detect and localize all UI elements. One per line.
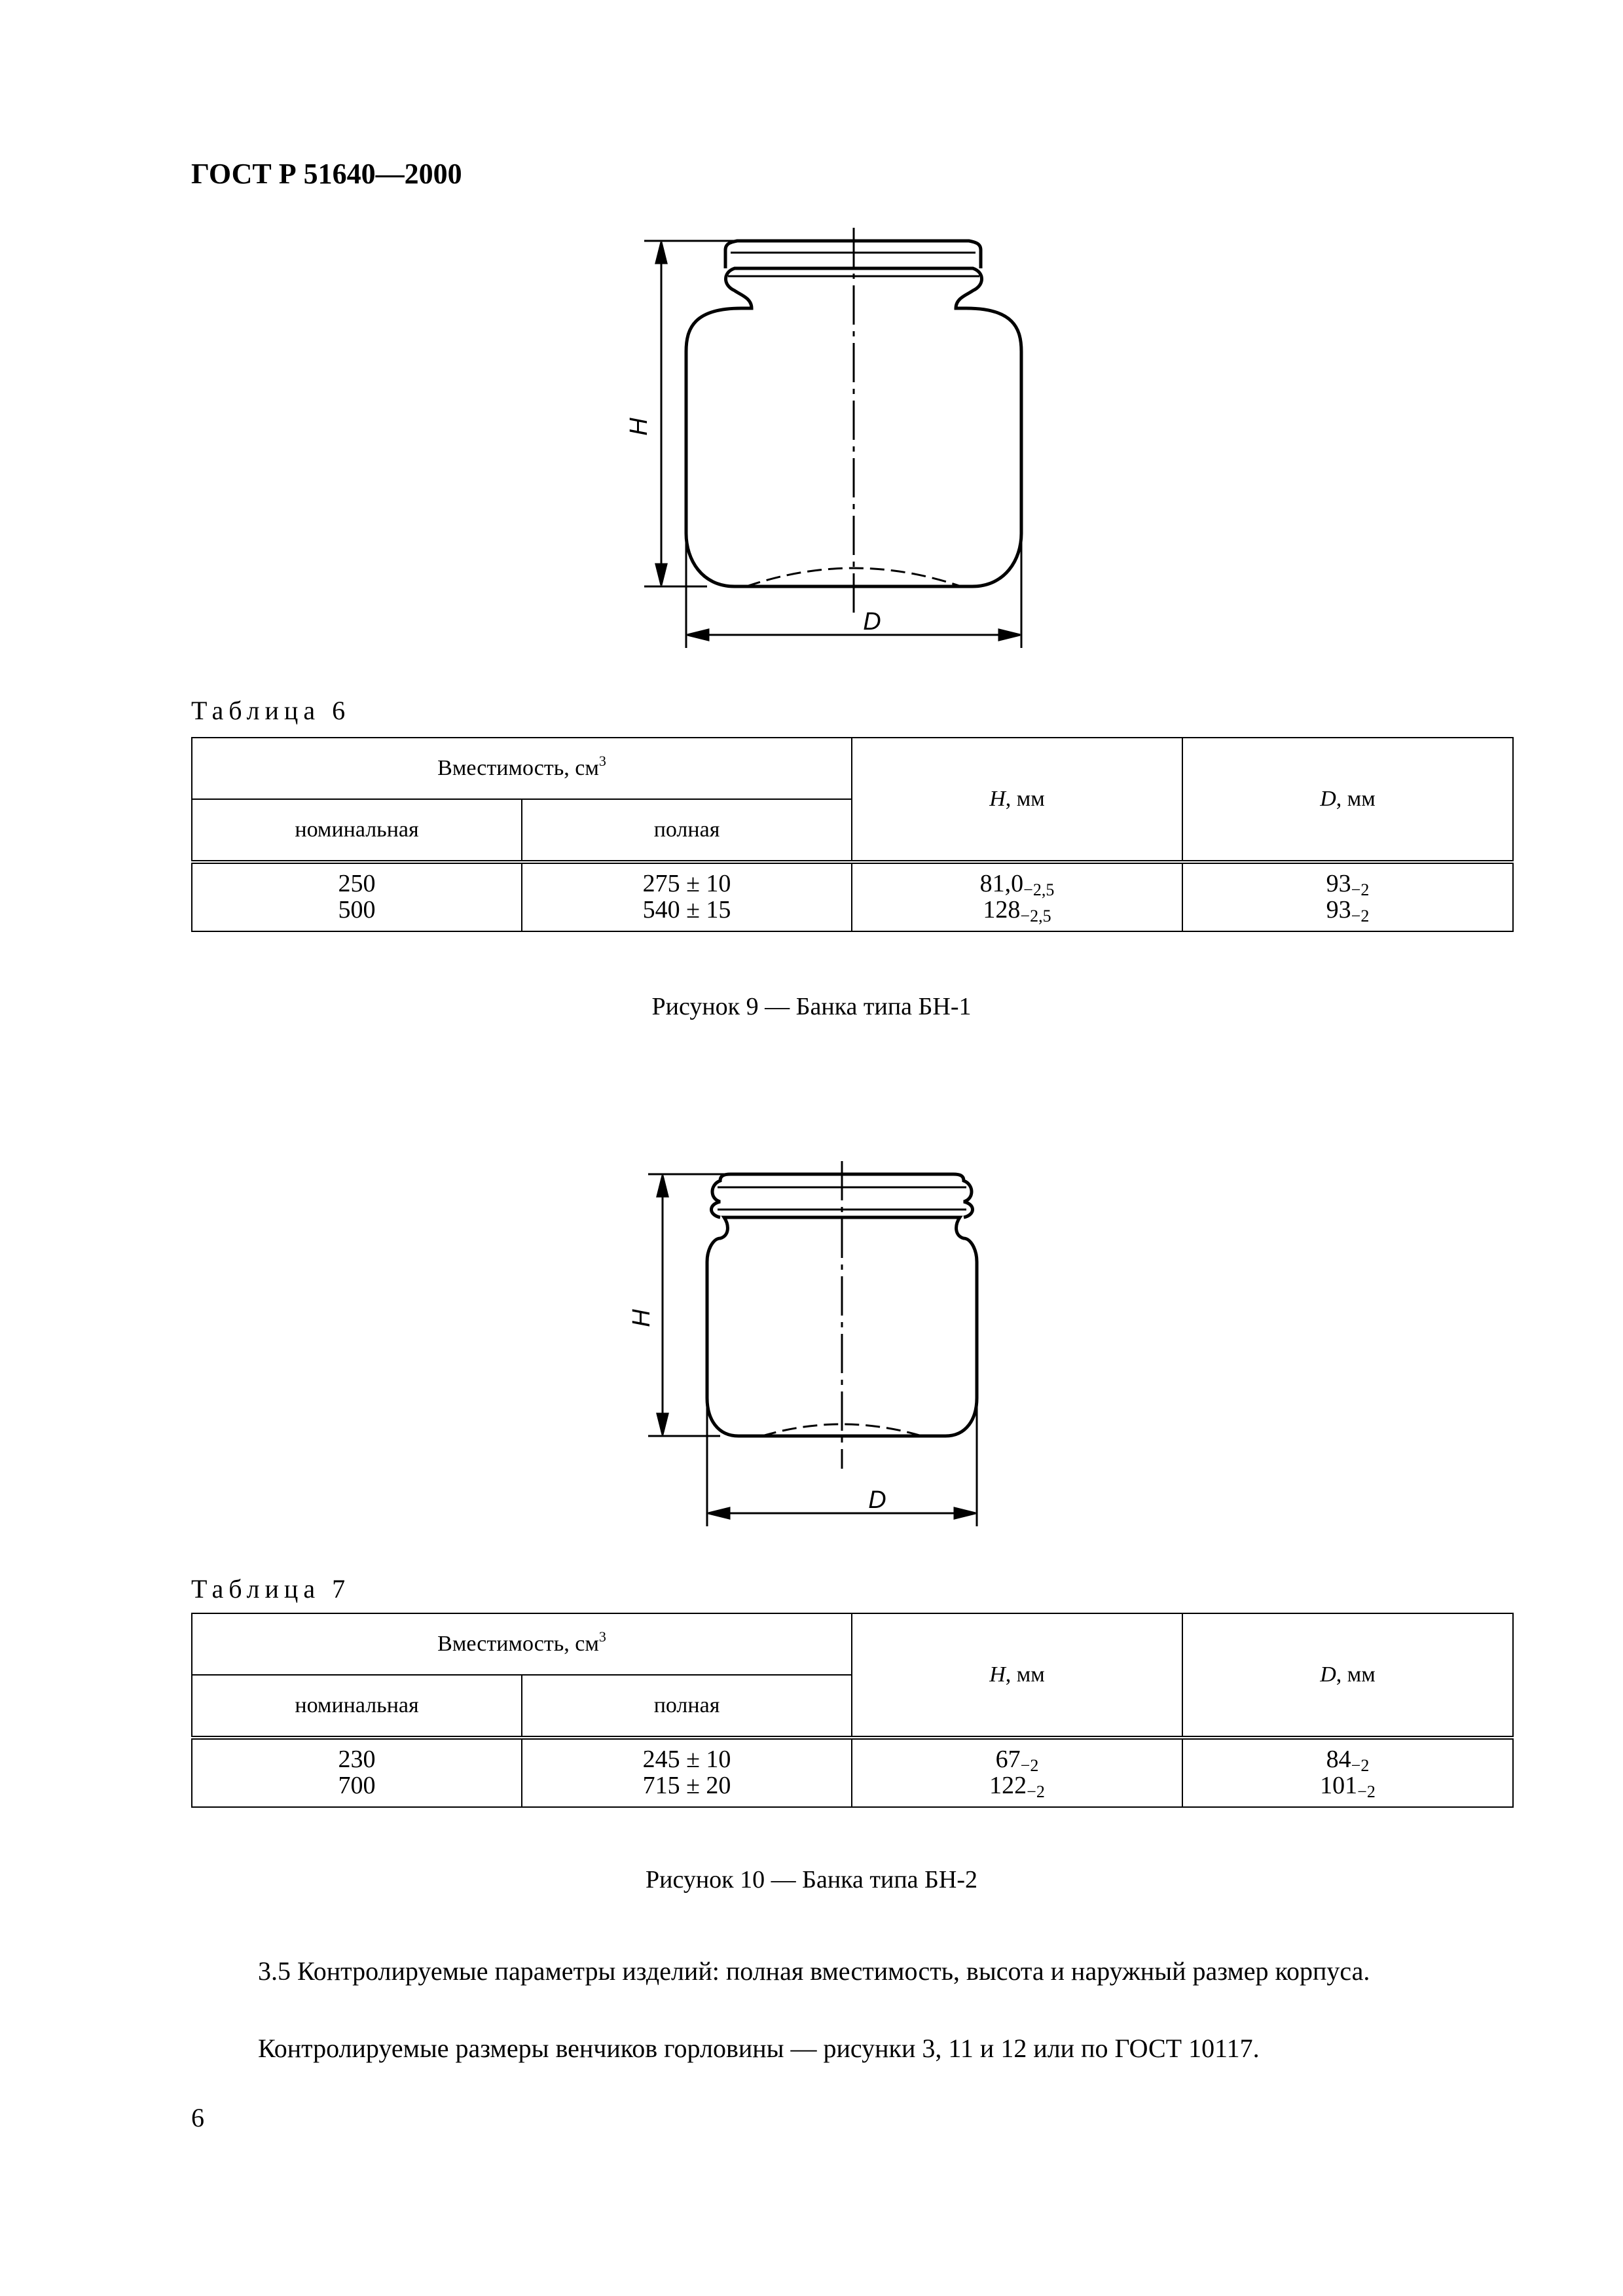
paragraph-neck-dimensions: Контролируемые размеры венчиков горловины — рисунки 3, 11 и 12 или по ГОСТ 10117. xyxy=(258,2034,1260,2063)
document-header: ГОСТ Р 51640—2000 xyxy=(191,158,462,190)
figure-10-caption: Рисунок 10 — Банка типа БН-2 xyxy=(646,1866,977,1893)
page-number: 6 xyxy=(191,2103,204,2132)
table-header-capacity: Вместимость, $см^3$ xyxy=(192,738,852,799)
table-cell-nominal: 250 500 xyxy=(192,862,522,931)
table-cell-full: 275 ± 10 540 ± 15 xyxy=(522,862,852,931)
table-header-capacity: Вместимость, $см^3$ xyxy=(192,1613,852,1675)
figure-10-drawing xyxy=(622,1152,1093,1545)
table-cell-full: 245 ± 10 715 ± 20 xyxy=(522,1738,852,1807)
table-header-h: H, мм xyxy=(852,1613,1182,1738)
table-header-h: H, мм xyxy=(852,738,1182,862)
table-header-d: D, мм xyxy=(1182,1613,1513,1738)
table-header-nominal: номинальная xyxy=(192,799,522,862)
table-6-label: Таблица 6 xyxy=(191,696,351,725)
dimension-h-label: H xyxy=(625,418,653,436)
table-cell-d: $84_{-2}$ $101_{-2}$ xyxy=(1182,1738,1513,1807)
table-cell-d: $93_{-2}$ $93_{-2}$ xyxy=(1182,862,1513,931)
dimension-d-label: D xyxy=(868,1486,886,1514)
figure-9-drawing xyxy=(589,216,1126,668)
table-7 xyxy=(191,1613,1514,1808)
table-cell-nominal: 230 700 xyxy=(192,1738,522,1807)
table-cell-h: $81,0_{-2,5}$ $128_{-2,5}$ xyxy=(852,862,1182,931)
table-header-nominal: номинальная xyxy=(192,1675,522,1738)
table-6 xyxy=(191,737,1514,932)
table-header-full: полная xyxy=(522,1675,852,1738)
dimension-d-label: D xyxy=(863,608,881,636)
dimension-h-label: H xyxy=(628,1309,655,1327)
table-cell-h: $67_{-2}$ $122_{-2}$ xyxy=(852,1738,1182,1807)
figure-9-caption: Рисунок 9 — Банка типа БН-1 xyxy=(651,993,972,1020)
table-header-full: полная xyxy=(522,799,852,862)
paragraph-3-5: 3.5 Контролируемые параметры изделий: полная вместимость, высота и наружный размер корпуса. xyxy=(258,1956,1370,1986)
table-7-label: Таблица 7 xyxy=(191,1574,351,1604)
table-header-d: D, мм xyxy=(1182,738,1513,862)
